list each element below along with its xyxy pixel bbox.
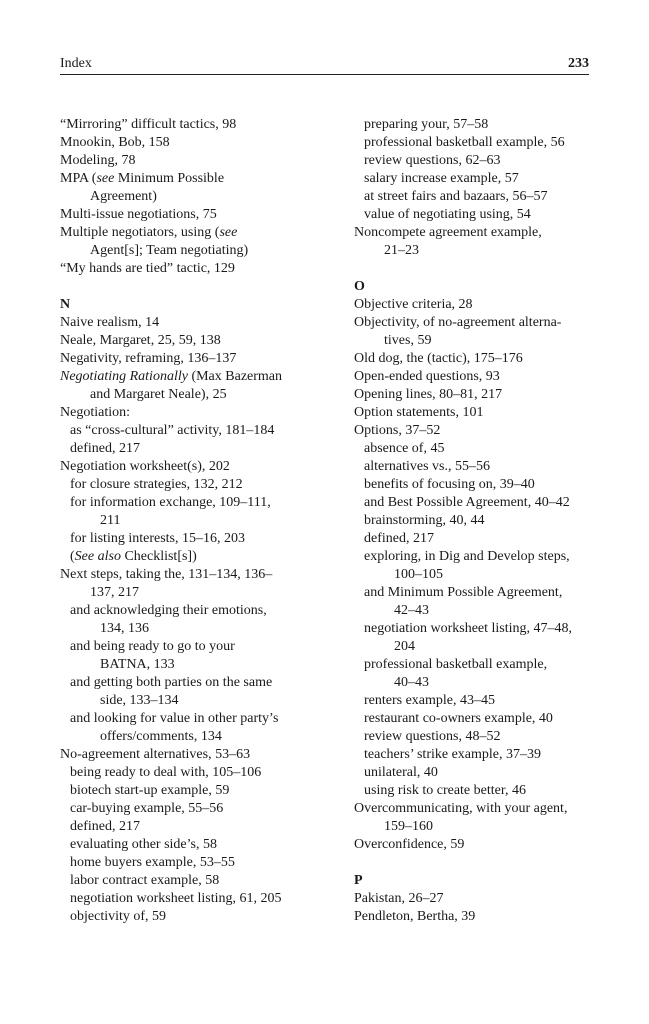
entry-text: absence of, 45 — [364, 441, 445, 456]
index-subentry — [354, 584, 594, 620]
entry-text: Negotiation: — [60, 405, 130, 420]
index-column-right — [354, 116, 594, 926]
entry-text: professional basketball example, — [364, 657, 548, 672]
entry-text: teachers’ strike example, 37–39 — [364, 747, 542, 762]
index-subentry — [60, 764, 340, 782]
entry-text: for information exchange, 109–111, — [70, 495, 271, 510]
entry-continuation: and Margaret Neale), 25 — [90, 387, 227, 402]
index-entry — [60, 260, 340, 278]
entry-text: benefits of focusing on, 39–40 — [364, 477, 535, 492]
index-entry — [60, 116, 340, 134]
entry-continuation: 134, 136 — [100, 621, 149, 636]
section-gap — [60, 278, 340, 296]
entry-text: No-agreement alternatives, 53–63 — [60, 747, 251, 762]
index-entry — [354, 908, 594, 926]
index-entry — [354, 404, 594, 422]
entry-continuation: 42–43 — [394, 603, 429, 618]
entry-text: professional basketball example, 56 — [364, 135, 565, 150]
index-subentry — [60, 530, 340, 548]
index-subentry — [60, 548, 340, 566]
entry-text: objectivity of, 59 — [70, 909, 167, 924]
index-subentry — [354, 746, 594, 764]
entry-text: Option statements, 101 — [354, 405, 484, 420]
entry-text: “My hands are tied” tactic, 129 — [60, 261, 235, 276]
index-entry — [354, 422, 594, 440]
entry-text: alternatives vs., 55–56 — [364, 459, 490, 474]
entry-text: Modeling, 78 — [60, 153, 136, 168]
index-subentry — [354, 710, 594, 728]
entry-continuation: 159–160 — [384, 819, 433, 834]
entry-text: review questions, 62–63 — [364, 153, 501, 168]
entry-text: at street fairs and bazaars, 56–57 — [364, 189, 548, 204]
entry-text: biotech start-up example, 59 — [70, 783, 230, 798]
index-column-left — [60, 116, 340, 926]
entry-text: and looking for value in other party’s — [70, 711, 279, 726]
index-subentry — [60, 890, 340, 908]
index-entry — [60, 746, 340, 764]
entry-text: home buyers example, 53–55 — [70, 855, 235, 870]
index-entry — [60, 368, 340, 404]
index-entry — [354, 890, 594, 908]
index-subentry — [60, 638, 340, 674]
entry-continuation: 100–105 — [394, 567, 443, 582]
entry-text: for closure strategies, 132, 212 — [70, 477, 243, 492]
entry-text: Objectivity, of no-agreement alterna- — [354, 315, 562, 330]
entry-text: Multiple negotiators, using (see — [60, 225, 238, 240]
index-subentry — [60, 674, 340, 710]
index-entry — [354, 314, 594, 350]
entry-text: Pakistan, 26–27 — [354, 891, 444, 906]
entry-text: car-buying example, 55–56 — [70, 801, 224, 816]
index-subentry — [354, 458, 594, 476]
entry-continuation: 137, 217 — [90, 585, 139, 600]
entry-text: and Minimum Possible Agreement, — [364, 585, 563, 600]
entry-text: value of negotiating using, 54 — [364, 207, 531, 222]
section-gap — [354, 854, 594, 872]
entry-continuation: 211 — [100, 513, 121, 528]
entry-text: Options, 37–52 — [354, 423, 441, 438]
index-subentry — [354, 782, 594, 800]
entry-text: unilateral, 40 — [364, 765, 438, 780]
index-subentry — [60, 602, 340, 638]
entry-text: defined, 217 — [70, 441, 140, 456]
index-subentry — [60, 836, 340, 854]
index-subentry — [354, 692, 594, 710]
entry-continuation: side, 133–134 — [100, 693, 179, 708]
running-title: Index — [60, 56, 92, 71]
index-subentry — [60, 782, 340, 800]
index-entry — [354, 296, 594, 314]
index-subentry — [354, 170, 594, 188]
index-entry — [354, 350, 594, 368]
entry-continuation: 40–43 — [394, 675, 429, 690]
index-subentry — [354, 494, 594, 512]
index-subentry — [354, 188, 594, 206]
index-entry — [354, 368, 594, 386]
entry-text: using risk to create better, 46 — [364, 783, 526, 798]
entry-text: Noncompete agreement example, — [354, 225, 542, 240]
index-entry — [354, 836, 594, 854]
section-letter: O — [354, 279, 365, 294]
index-entry — [60, 404, 340, 422]
entry-text: Negativity, reframing, 136–137 — [60, 351, 237, 366]
index-entry — [60, 152, 340, 170]
entry-continuation: Agreement) — [90, 189, 157, 204]
entry-text: Opening lines, 80–81, 217 — [354, 387, 503, 402]
entry-text: negotiation worksheet listing, 61, 205 — [70, 891, 282, 906]
entry-text: Old dog, the (tactic), 175–176 — [354, 351, 523, 366]
entry-text: negotiation worksheet listing, 47–48, — [364, 621, 573, 636]
entry-text: Next steps, taking the, 131–134, 136– — [60, 567, 273, 582]
entry-text: Open-ended questions, 93 — [354, 369, 500, 384]
entry-text: preparing your, 57–58 — [364, 117, 489, 132]
index-entry — [60, 170, 340, 206]
entry-text: renters example, 43–45 — [364, 693, 496, 708]
index-subentry — [354, 476, 594, 494]
index-subentry — [354, 512, 594, 530]
index-entry — [60, 566, 340, 602]
entry-text: Overconfidence, 59 — [354, 837, 465, 852]
entry-text: Neale, Margaret, 25, 59, 138 — [60, 333, 221, 348]
entry-text: Mnookin, Bob, 158 — [60, 135, 170, 150]
entry-text: defined, 217 — [70, 819, 140, 834]
index-subentry — [60, 872, 340, 890]
index-subentry — [354, 530, 594, 548]
index-subentry — [354, 206, 594, 224]
page-number: 233 — [568, 56, 589, 71]
section-letter: P — [354, 873, 363, 888]
entry-text: and acknowledging their emotions, — [70, 603, 267, 618]
entry-text: Negotiating Rationally (Max Bazerman — [60, 369, 283, 384]
entry-text: defined, 217 — [364, 531, 434, 546]
index-subentry — [354, 620, 594, 656]
entry-continuation: offers/comments, 134 — [100, 729, 222, 744]
index-entry — [60, 224, 340, 260]
entry-continuation: 204 — [394, 639, 415, 654]
entry-text: “Mirroring” difficult tactics, 98 — [60, 117, 237, 132]
index-subentry — [60, 818, 340, 836]
index-subentry — [60, 494, 340, 530]
index-entry — [60, 458, 340, 476]
index-entry — [354, 224, 594, 260]
index-subentry — [354, 764, 594, 782]
entry-text: for listing interests, 15–16, 203 — [70, 531, 245, 546]
index-subentry — [60, 854, 340, 872]
index-subentry — [354, 440, 594, 458]
entry-text: Multi-issue negotiations, 75 — [60, 207, 217, 222]
index-entry — [60, 206, 340, 224]
index-subentry — [60, 440, 340, 458]
entry-text: Objective criteria, 28 — [354, 297, 473, 312]
index-entry — [354, 386, 594, 404]
entry-continuation: Agent[s]; Team negotiating) — [90, 243, 249, 258]
entry-continuation: BATNA, 133 — [100, 657, 175, 672]
index-subentry — [354, 728, 594, 746]
entry-text: Negotiation worksheet(s), 202 — [60, 459, 230, 474]
section-gap — [354, 260, 594, 278]
entry-continuation: tives, 59 — [384, 333, 432, 348]
index-subentry — [60, 476, 340, 494]
entry-text: being ready to deal with, 105–106 — [70, 765, 262, 780]
entry-text: Pendleton, Bertha, 39 — [354, 909, 476, 924]
entry-text: and Best Possible Agreement, 40–42 — [364, 495, 570, 510]
index-entry — [60, 332, 340, 350]
index-subentry — [60, 422, 340, 440]
entry-text: Overcommunicating, with your agent, — [354, 801, 568, 816]
entry-text: labor contract example, 58 — [70, 873, 220, 888]
section-letter: N — [60, 297, 71, 312]
index-subentry — [354, 152, 594, 170]
index-entry — [60, 314, 340, 332]
entry-text: review questions, 48–52 — [364, 729, 501, 744]
entry-text: evaluating other side’s, 58 — [70, 837, 217, 852]
entry-text: MPA (see Minimum Possible — [60, 171, 225, 186]
index-subentry — [60, 710, 340, 746]
entry-continuation: 21–23 — [384, 243, 419, 258]
running-header — [60, 56, 589, 75]
index-subentry — [60, 908, 340, 926]
index-subentry — [354, 116, 594, 134]
entry-text: Naive realism, 14 — [60, 315, 160, 330]
entry-text: and being ready to go to your — [70, 639, 235, 654]
index-subentry — [354, 548, 594, 584]
index-entry — [60, 134, 340, 152]
index-subentry — [60, 800, 340, 818]
entry-text: as “cross-cultural” activity, 181–184 — [70, 423, 275, 438]
entry-text: and getting both parties on the same — [70, 675, 273, 690]
index-subentry — [354, 134, 594, 152]
index-subentry — [354, 656, 594, 692]
entry-text: exploring, in Dig and Develop steps, — [364, 549, 570, 564]
entry-text: salary increase example, 57 — [364, 171, 519, 186]
index-entry — [60, 350, 340, 368]
index-entry — [354, 800, 594, 836]
entry-text: brainstorming, 40, 44 — [364, 513, 485, 528]
entry-text: (See also Checklist[s]) — [70, 549, 197, 564]
entry-text: restaurant co-owners example, 40 — [364, 711, 553, 726]
